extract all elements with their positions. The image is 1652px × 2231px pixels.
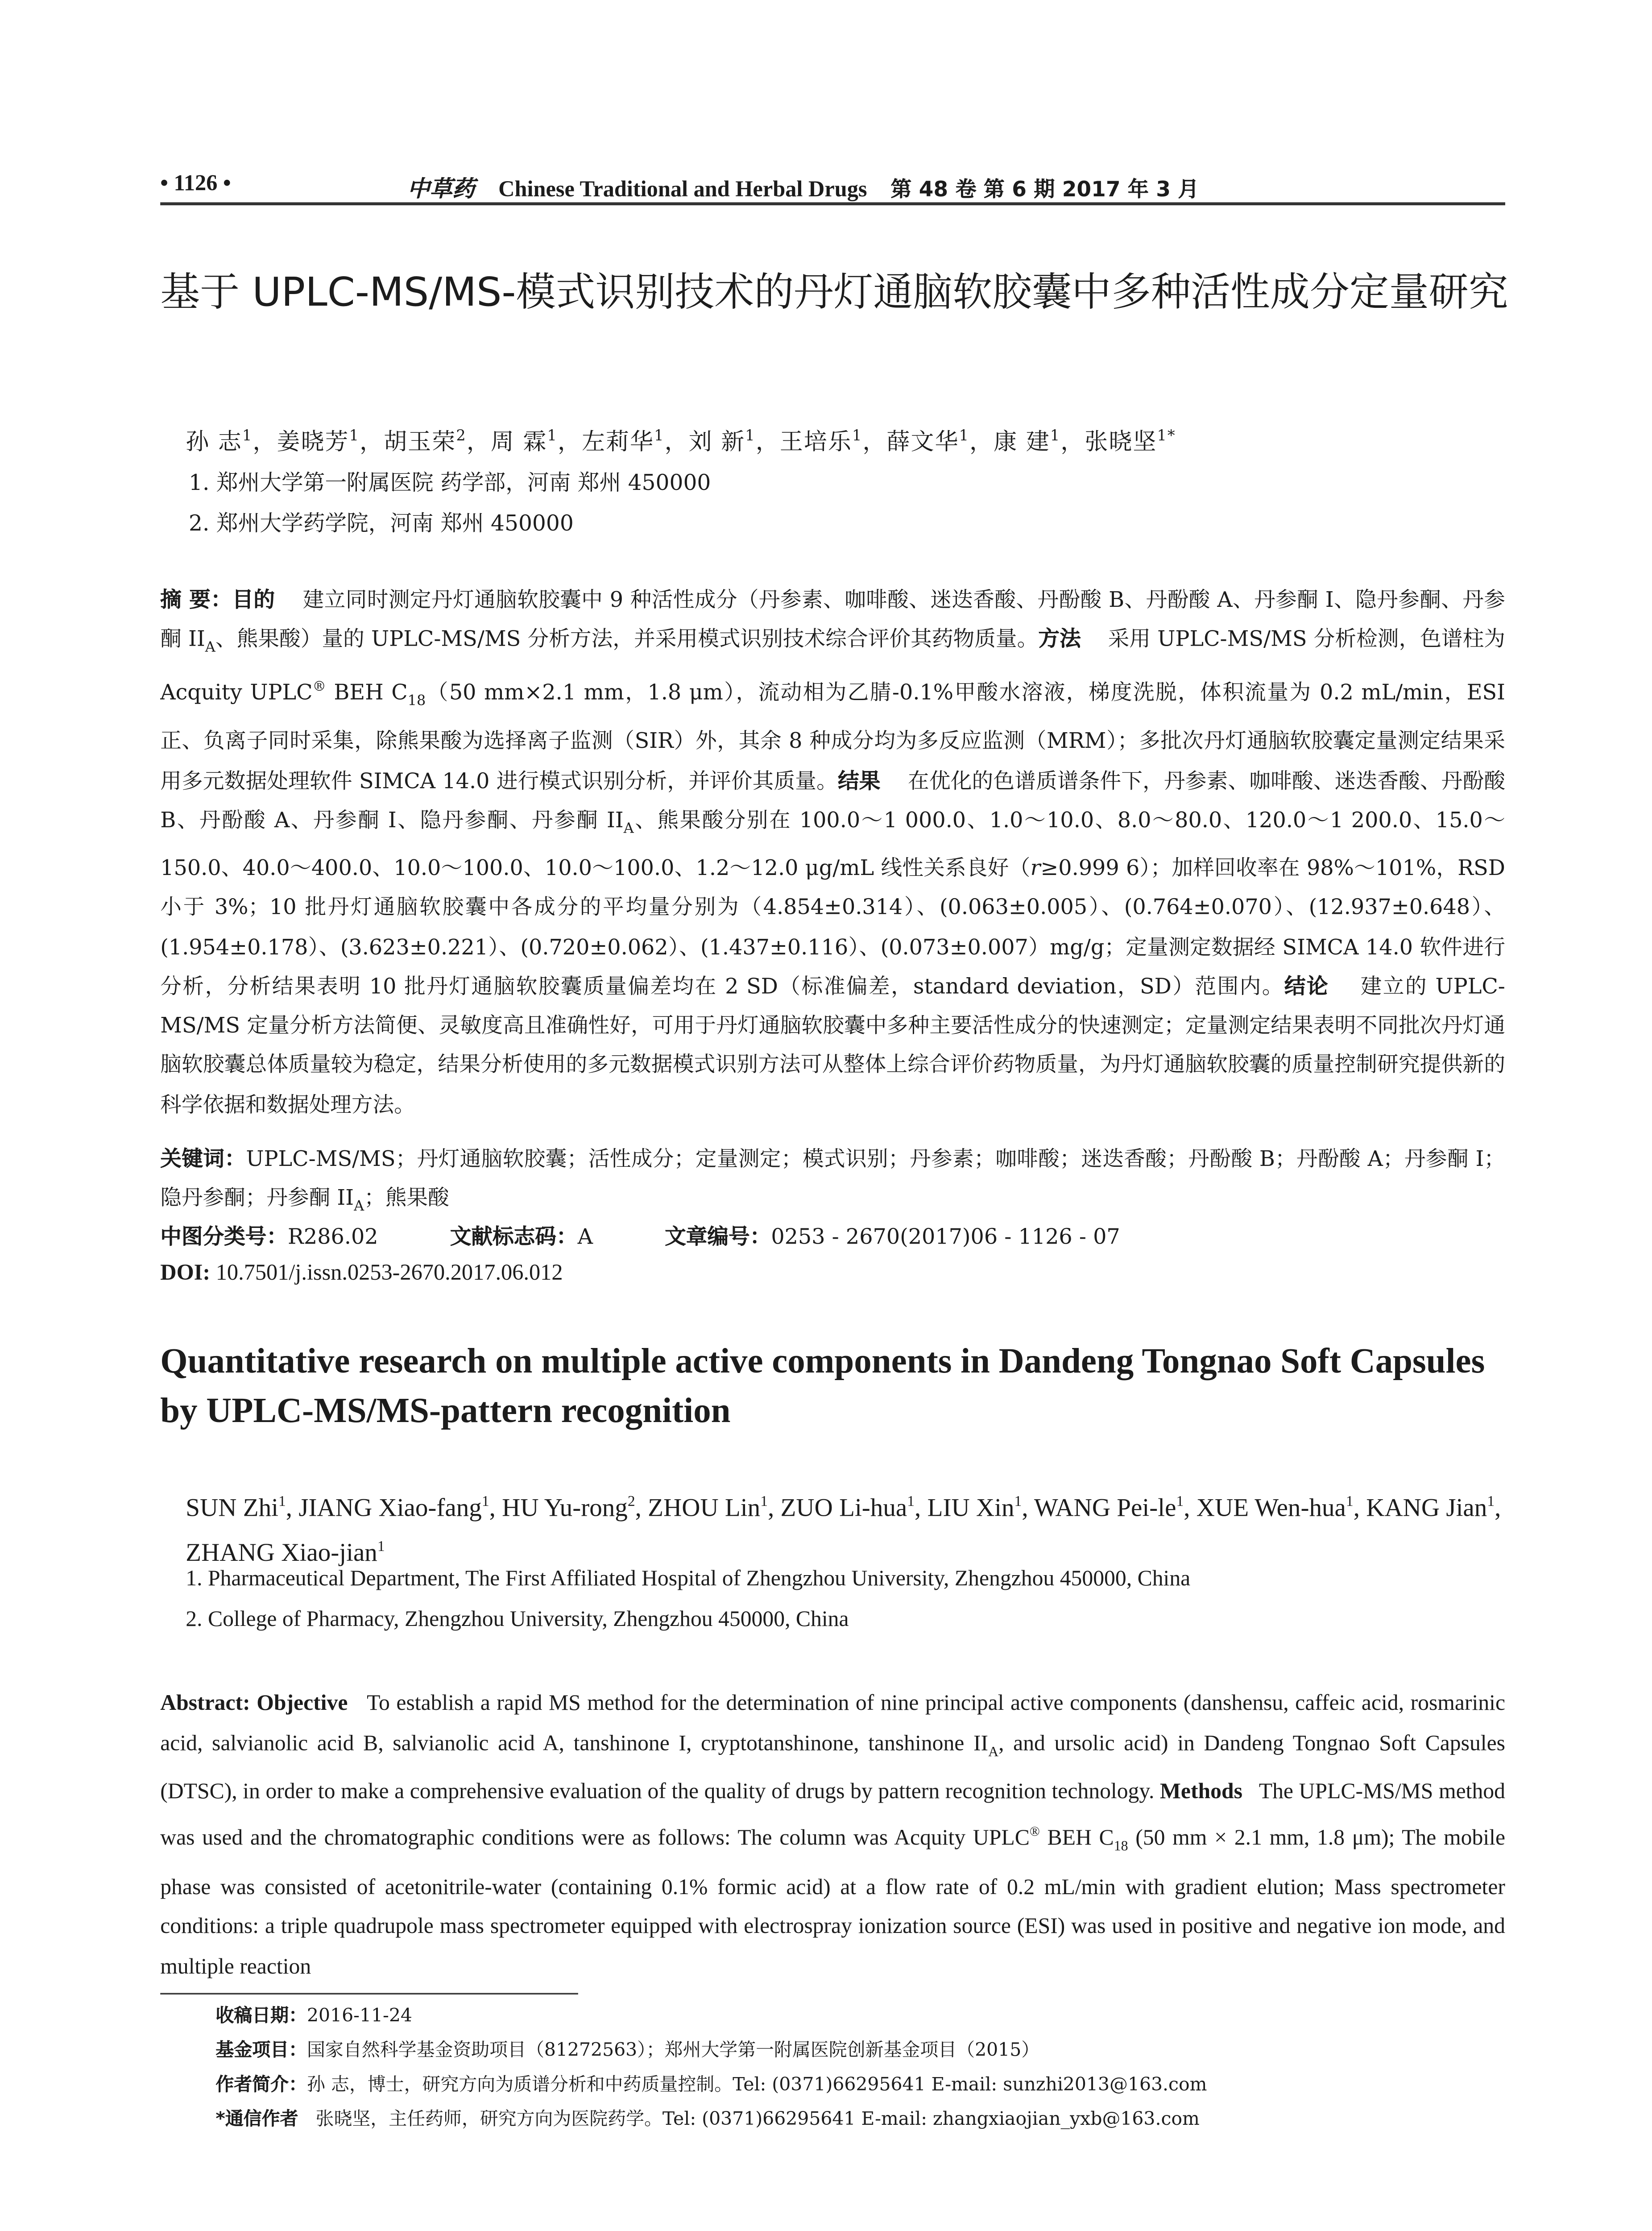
- author-name: 刘 新: [688, 428, 745, 456]
- subscript: A: [623, 821, 634, 838]
- conclusion-label: 结论: [1284, 975, 1329, 999]
- subscript: 18: [407, 693, 426, 710]
- footnote-funding: [215, 2036, 1503, 2062]
- author-name: , KANG Jian: [1353, 1493, 1487, 1522]
- chinese-affiliation-2: 2. 郑州大学药学院，河南 郑州 450000: [189, 512, 574, 537]
- author-affiliation-mark: 1: [278, 1494, 286, 1511]
- keywords-label: 关键词：: [160, 1148, 246, 1172]
- correlation-symbol: r: [1030, 857, 1041, 881]
- footnote-corresponding: [215, 2105, 1503, 2131]
- keywords-text: UPLC-MS/MS；丹灯通脑软胶囊；活性成分；定量测定；模式识别；丹参素；咖啡酸；迷迭香酸；丹酚酸 B；丹酚酸 A；丹参酮 I；隐丹参酮；丹参酮 II: [160, 1148, 1505, 1211]
- english-abstract: [160, 1684, 1505, 1987]
- author-affiliation-mark: 1: [349, 428, 360, 445]
- author-name: 张晓坚: [1085, 428, 1157, 456]
- author-affiliation-mark: 1: [760, 1494, 768, 1511]
- footnote-received: [215, 2002, 1503, 2028]
- author-affiliation-mark: 1: [377, 1538, 385, 1555]
- author-name: 左莉华: [581, 428, 654, 456]
- author-name: 孙 志: [186, 428, 242, 456]
- objective-label: Objective: [257, 1692, 348, 1716]
- author-affiliation-mark: 1: [1014, 1494, 1022, 1511]
- article-no-label: 文章编号：: [665, 1226, 771, 1250]
- subscript: A: [205, 640, 215, 657]
- footnote-label: 基金项目：: [215, 2039, 307, 2061]
- author-affiliation-mark: 2: [456, 428, 467, 445]
- methods-text-cont: (50 mm × 2.1 mm, 1.8 μm); The mobile phase was consisted of acetonitrile-water (containing 0.1% formic acid) at a flow rate of 0.2 mL/min with gradient elution; Mass spectrometer conditions: a triple quadrupole mass spectrometer equipped with electrospray ionization source (ESI) was used in positive and negative ion mode, and multiple reaction: [160, 1827, 1506, 1979]
- author-name: 周 霖: [490, 428, 547, 456]
- objective-text: To establish a rapid MS method for the determination of nine principal active components (danshensu, caffeic acid, rosmarinic acid, salvianolic acid B, salvianolic acid A, tanshinone I, cryptotanshinone, tanshinone II: [160, 1692, 1506, 1756]
- abstract-label: Abstract:: [160, 1692, 250, 1716]
- methods-text-cont: （50 mm×2.1 mm，1.8 μm），流动相为乙腈-0.1%甲酸水溶液，梯度洗脱，体积流量为 0.2 mL/min，ESI 正、负离子同时采集，除熊果酸为选择离子监测（SIR）外，其余 8 种成分均为多反应监测（MRM）；多批次丹灯通脑软胶囊定量测定结果采用多元数据处理软件 SIMCA 14.0 进行模式识别分析，并评价其质量。: [160, 682, 1505, 794]
- footnote-label: 作者简介：: [215, 2073, 307, 2095]
- doi-line: [160, 1262, 563, 1287]
- volume-issue: 第 48 卷 第 6 期 2017 年 3 月: [890, 178, 1199, 203]
- chinese-abstract: [160, 581, 1505, 1125]
- objective-text: 建立同时测定丹灯通脑软胶囊中 9 种活性成分（丹参素、咖啡酸、迷迭香酸、丹酚酸 B、丹酚酸 A、丹参酮 I、隐丹参酮、丹参酮 II: [160, 589, 1505, 652]
- author-affiliation-mark: 1: [852, 428, 863, 445]
- header-rule: [160, 202, 1505, 204]
- objective-text-cont: , and ursolic acid) in Dandeng Tongnao Soft Capsules (DTSC), in order to make a comprehensive evaluation of the quality of drugs by pattern recognition technology.: [160, 1731, 1505, 1804]
- registered-mark: ®: [312, 681, 326, 696]
- english-affiliation-1: 1. Pharmaceutical Department, The First Affiliated Hospital of Zhengzhou University, Zhengzhou 450000, China: [186, 1567, 1191, 1592]
- footnote-label: 收稿日期：: [215, 2005, 307, 2026]
- results-text-cont: ≥0.999 6）；加样回收率在 98%～101%，RSD 小于 3%；10 批丹灯通脑软胶囊中各成分的平均量分别为（4.854±0.314）、(0.063±0.005）、(0.764±0.070）、(12.937±0.648）、(1.954±0.178）、(3.623±0.221）、(0.720±0.062）、(1.437±0.116）、(0.073±0.007）mg/g；定量测定数据经 SIMCA 14.0 软件进行分析，分析结果表明 10 批丹灯通脑软胶囊质量偏差均在 2 SD（标准偏差，standard deviation，SD）范围内。: [160, 857, 1505, 999]
- footnote-rule: [160, 1993, 578, 1995]
- author-affiliation-mark: 1: [1176, 1494, 1184, 1511]
- running-header: [407, 172, 1199, 204]
- footnote-text: 国家自然科学基金资助项目（81272563）；郑州大学第一附属医院创新基金项目（2015）: [307, 2039, 1040, 2061]
- conclusion-text: 建立的 UPLC-MS/MS 定量分析方法简便、灵敏度高且准确性好，可用于丹灯通脑软胶囊中多种主要活性成分的快速测定；定量测定结果表明不同批次丹灯通脑软胶囊总体质量较为稳定，结果分析使用的多元数据模式识别方法可从整体上综合评价药物质量，为丹灯通脑软胶囊的质量控制研究提供新的科学依据和数据处理方法。: [160, 975, 1505, 1118]
- subscript: A: [354, 1199, 364, 1216]
- methods-text: The UPLC-MS/MS method was used and the chromatographic conditions were as follows: The column was Acquity UPLC: [160, 1780, 1505, 1851]
- chinese-title: 基于 UPLC-MS/MS-模式识别技术的丹灯通脑软胶囊中多种活性成分定量研究: [160, 270, 1508, 316]
- author-affiliation-mark: 2: [627, 1494, 635, 1511]
- footnote-author-bio: [215, 2071, 1503, 2096]
- journal-name-cn: 中草药: [407, 175, 475, 203]
- results-text: 在优化的色谱质谱条件下，丹参素、咖啡酸、迷迭香酸、丹酚酸 B、丹酚酸 A、丹参酮 I、隐丹参酮、丹参酮 II: [160, 769, 1505, 833]
- footnote-label: *通信作者: [215, 2108, 298, 2130]
- doi-value[interactable]: 10.7501/j.issn.0253-2670.2017.06.012: [215, 1261, 563, 1286]
- objective-text-cont: 、熊果酸）量的 UPLC-MS/MS 分析方法，并采用模式识别技术综合评价其药物质量。: [215, 628, 1039, 652]
- author-name: , ZUO Li-hua: [767, 1493, 907, 1522]
- author-affiliation-mark: 1: [654, 428, 665, 445]
- author-name: , ZHOU Lin: [635, 1493, 761, 1522]
- results-label: 结果: [837, 769, 881, 794]
- clc-label: 中图分类号：: [160, 1226, 288, 1250]
- footnote-text: 2016-11-24: [307, 2005, 412, 2026]
- keywords: [160, 1140, 1505, 1228]
- clc-value: R286.02: [288, 1226, 378, 1250]
- author-name: 胡玉荣: [384, 428, 456, 456]
- chinese-authors: 孙 志$^1$，姜晓芳$^1$，胡玉荣$^2$，周 霖$^1$，左莉华$^1$，刘 新$^1$，王培乐$^1$，薛文华$^1$，康 建$^1$，张晓坚$^{1*}$: [186, 428, 1176, 456]
- footnote-text: 张晓坚，主任药师，研究方向为医院药学。Tel: (0371)66295641 E-mail: zhangxiaojian_yxb@163.com: [315, 2108, 1200, 2130]
- page-number: • 1126 •: [160, 172, 231, 196]
- author-name: , LIU Xin: [915, 1493, 1014, 1522]
- author-name: , JIANG Xiao-fang: [286, 1493, 482, 1522]
- author-name: , HU Yu-rong: [489, 1493, 628, 1522]
- footnote-text: 孙 志，博士，研究方向为质谱分析和中药质量控制。Tel: (0371)66295641 E-mail: sunzhi2013@163.com: [307, 2073, 1207, 2095]
- doi-label: DOI:: [160, 1261, 211, 1286]
- methods-label: Methods: [1160, 1780, 1242, 1804]
- author-name: 康 建: [994, 428, 1050, 456]
- doc-code-value: A: [577, 1226, 593, 1250]
- subscript: A: [988, 1745, 999, 1760]
- author-name: , WANG Pei-le: [1022, 1493, 1176, 1522]
- author-affiliation-mark: 1: [1346, 1494, 1354, 1511]
- author-affiliation-mark: 1: [959, 428, 970, 445]
- methods-text-cont: BEH C: [326, 682, 408, 706]
- methods-label: 方法: [1038, 628, 1081, 652]
- classification-line: [160, 1221, 1120, 1251]
- author-name: , XUE Wen-hua: [1184, 1493, 1346, 1522]
- author-name: 薛文华: [886, 428, 959, 456]
- author-name: 姜晓芳: [277, 428, 349, 456]
- doc-code-label: 文献标志码：: [450, 1226, 578, 1250]
- author-affiliation-mark: 1: [907, 1494, 915, 1511]
- author-affiliation-mark: 1: [745, 428, 756, 445]
- author-affiliation-mark: 1: [1050, 428, 1061, 445]
- author-affiliation-mark: 1: [481, 1494, 489, 1511]
- methods-text: 采用 UPLC-MS/MS 分析检测，色谱柱为 Acquity UPLC: [160, 628, 1505, 706]
- journal-name-en: Chinese Traditional and Herbal Drugs: [498, 178, 867, 203]
- author-affiliation-mark: 1: [547, 428, 558, 445]
- author-name: 王培乐: [779, 428, 852, 456]
- objective-label: 目的: [232, 589, 275, 613]
- abstract-label: 摘 要：: [160, 589, 232, 613]
- chinese-affiliation-1: 1. 郑州大学第一附属医院 药学部，河南 郑州 450000: [189, 472, 711, 496]
- keywords-text-cont: ；熊果酸: [364, 1187, 449, 1211]
- article-no-value: 0253 - 2670(2017)06 - 1126 - 07: [771, 1226, 1120, 1250]
- registered-mark: ®: [1029, 1824, 1040, 1840]
- author-affiliation-mark: 1: [1487, 1494, 1495, 1511]
- english-authors: [186, 1484, 1503, 1572]
- author-affiliation-mark: 1: [242, 428, 253, 445]
- results-text-cont: 、熊果酸分别在 100.0～1 000.0、1.0～10.0、8.0～80.0、120.0～1 200.0、15.0～150.0、40.0～400.0、10.0～100.0、10.0～100.0、1.2～12.0 μg/mL 线性关系良好（: [160, 809, 1505, 881]
- author-name: , ZHANG Xiao-jian: [186, 1493, 1501, 1567]
- author-affiliation-mark: 1*: [1157, 428, 1176, 445]
- english-title: Quantitative research on multiple active components in Dandeng Tongnao Soft Capsules by UPLC-MS/MS-pattern recognition: [160, 1343, 1485, 1431]
- english-affiliation-2: 2. College of Pharmacy, Zhengzhou University, Zhengzhou 450000, China: [186, 1608, 849, 1632]
- author-name: SUN Zhi: [186, 1493, 279, 1522]
- subscript: 18: [1114, 1841, 1128, 1856]
- methods-text-cont: BEH C: [1039, 1827, 1114, 1851]
